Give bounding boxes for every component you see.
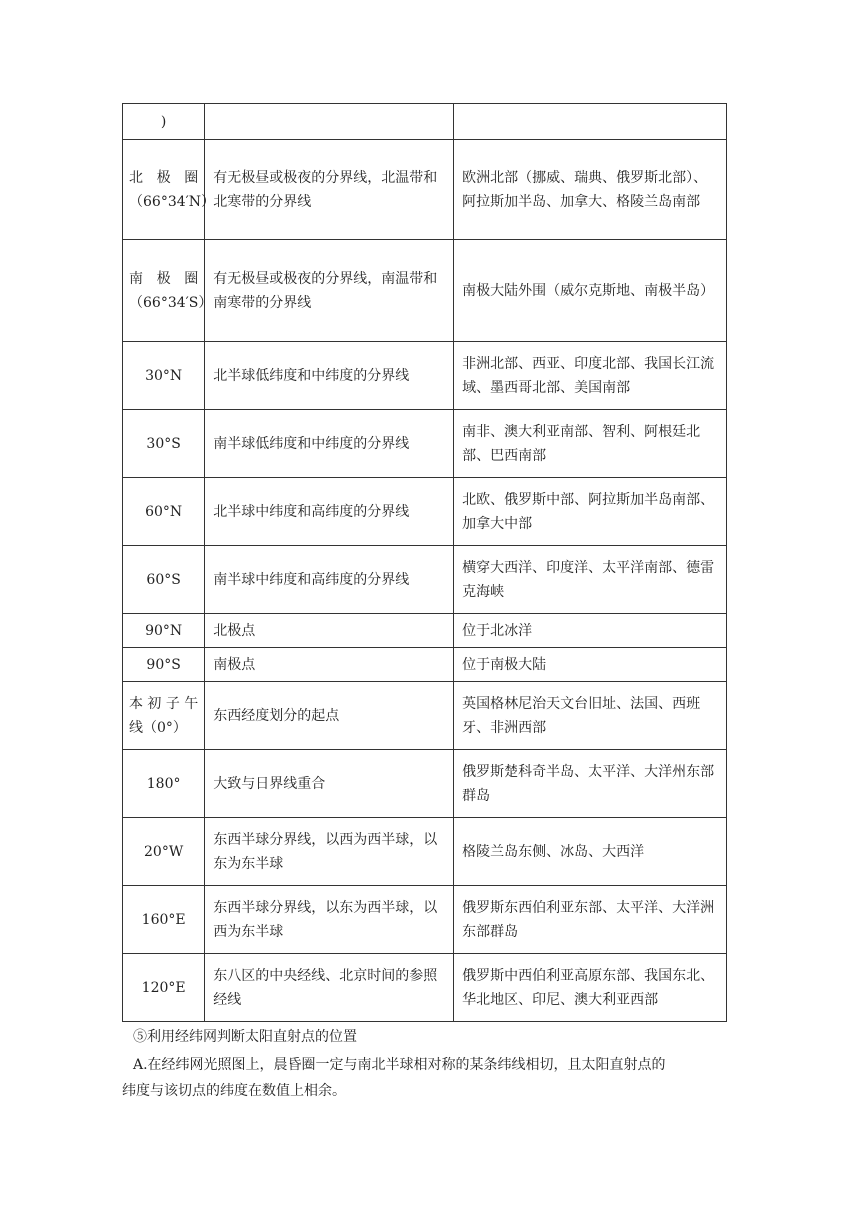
table-row: [123, 648, 727, 682]
section-heading: ⑤利用经纬网判断太阳直射点的位置: [133, 1029, 357, 1045]
meaning-cell: 大致与日界线重合: [205, 750, 454, 818]
latitude-cell: [123, 614, 205, 648]
latitude-value: （66°34′S）: [129, 294, 213, 311]
region-cell: 南极大陆外围（威尔克斯地、南极半岛）: [454, 240, 727, 342]
latitude-value: （66°34′N）: [129, 193, 216, 210]
table-row: [123, 818, 727, 886]
region-cell: 英国格林尼治天文台旧址、法国、西班牙、非洲西部: [454, 682, 727, 750]
region-cell: 横穿大西洋、印度洋、太平洋南部、德雷克海峡: [454, 546, 727, 614]
region-cell: 格陵兰岛东侧、冰岛、大西洋: [454, 818, 727, 886]
latitude-cell: [123, 648, 205, 682]
latitude-value: 60°S: [146, 571, 181, 588]
table-row: [123, 140, 727, 240]
latitude-value: 90°S: [146, 656, 181, 673]
latitude-value: 线（0°）: [129, 719, 187, 736]
region-cell: 非洲北部、西亚、印度北部、我国长江流域、墨西哥北部、美国南部: [454, 342, 727, 410]
paragraph-a-line2: 纬度与该切点的纬度在数值上相余。: [122, 1083, 346, 1099]
table-row: [123, 886, 727, 954]
region-cell: 位于北冰洋: [454, 614, 727, 648]
meaning-cell: 东八区的中央经线、北京时间的参照经线: [205, 954, 454, 1022]
region-cell: 俄罗斯楚科奇半岛、太平洋、大洋州东部群岛: [454, 750, 727, 818]
table-row: [123, 410, 727, 478]
latitude-cell: [123, 886, 205, 954]
latitude-cell: [123, 818, 205, 886]
table-row: [123, 546, 727, 614]
latitude-cell: [123, 954, 205, 1022]
table-row: [123, 104, 727, 140]
region-cell: 俄罗斯东西伯利亚东部、太平洋、大洋洲东部群岛: [454, 886, 727, 954]
region-cell: 北欧、俄罗斯中部、阿拉斯加半岛南部、加拿大中部: [454, 478, 727, 546]
region-cell: 位于南极大陆: [454, 648, 727, 682]
table-row: [123, 342, 727, 410]
meaning-cell: 北半球低纬度和中纬度的分界线: [205, 342, 454, 410]
table-row: [123, 682, 727, 750]
latitude-cell: [123, 478, 205, 546]
meaning-cell: 东西半球分界线，以西为西半球，以东为东半球: [205, 818, 454, 886]
meaning-cell: 南半球中纬度和高纬度的分界线: [205, 546, 454, 614]
latitude-cell: [123, 240, 213, 342]
meaning-cell: 东西经度划分的起点: [205, 682, 454, 750]
latitude-value: 30°S: [146, 435, 181, 452]
table-row: [123, 614, 727, 648]
region-cell: 南非、澳大利亚南部、智利、阿根廷北部、巴西南部: [454, 410, 727, 478]
latitude-value: 90°N: [145, 622, 183, 639]
latitude-cell: [123, 682, 205, 750]
region-cell: 俄罗斯中西伯利亚高原东部、我国东北、华北地区、印尼、澳大利亚西部: [454, 954, 727, 1022]
latitude-name: 南极圈: [129, 270, 199, 287]
meaning-cell: 北半球中纬度和高纬度的分界线: [205, 478, 454, 546]
latitude-name: 北极圈: [129, 169, 199, 186]
meaning-cell: [205, 104, 454, 140]
paragraph-a-line1: A.在经纬网光照图上，晨昏圈一定与南北半球相对称的某条纬线相切，且太阳直射点的: [133, 1057, 666, 1073]
table-row: [123, 750, 727, 818]
latitude-value: 180°: [146, 775, 181, 792]
latitude-cell: [123, 750, 205, 818]
meaning-cell: 东西半球分界线，以东为西半球，以西为东半球: [205, 886, 454, 954]
meaning-cell: 北极点: [205, 614, 454, 648]
latitude-cell: [123, 546, 205, 614]
region-cell: [454, 104, 727, 140]
latitude-cell: [123, 342, 205, 410]
table-row: [123, 954, 727, 1022]
meaning-cell: 南极点: [205, 648, 454, 682]
latitude-value: 60°N: [145, 503, 183, 520]
latitude-value: ): [160, 113, 167, 130]
latitude-name: 本初子午: [129, 695, 199, 712]
meaning-cell: 南半球低纬度和中纬度的分界线: [205, 410, 454, 478]
latitude-longitude-table: [122, 103, 727, 1022]
region-cell: 欧洲北部（挪威、瑞典、俄罗斯北部）、阿拉斯加半岛、加拿大、格陵兰岛南部: [454, 140, 727, 240]
table-row: [123, 240, 727, 342]
latitude-cell: [123, 104, 205, 140]
table-row: [123, 478, 727, 546]
latitude-value: 30°N: [145, 367, 183, 384]
latitude-value: 120°E: [141, 979, 186, 996]
latitude-cell: [123, 140, 216, 240]
meaning-cell: 有无极昼或极夜的分界线，南温带和南寒带的分界线: [205, 240, 454, 342]
latitude-cell: [123, 410, 205, 478]
latitude-value: 20°W: [144, 843, 184, 860]
latitude-value: 160°E: [141, 911, 186, 928]
meaning-cell: 有无极昼或极夜的分界线，北温带和北寒带的分界线: [205, 140, 454, 240]
